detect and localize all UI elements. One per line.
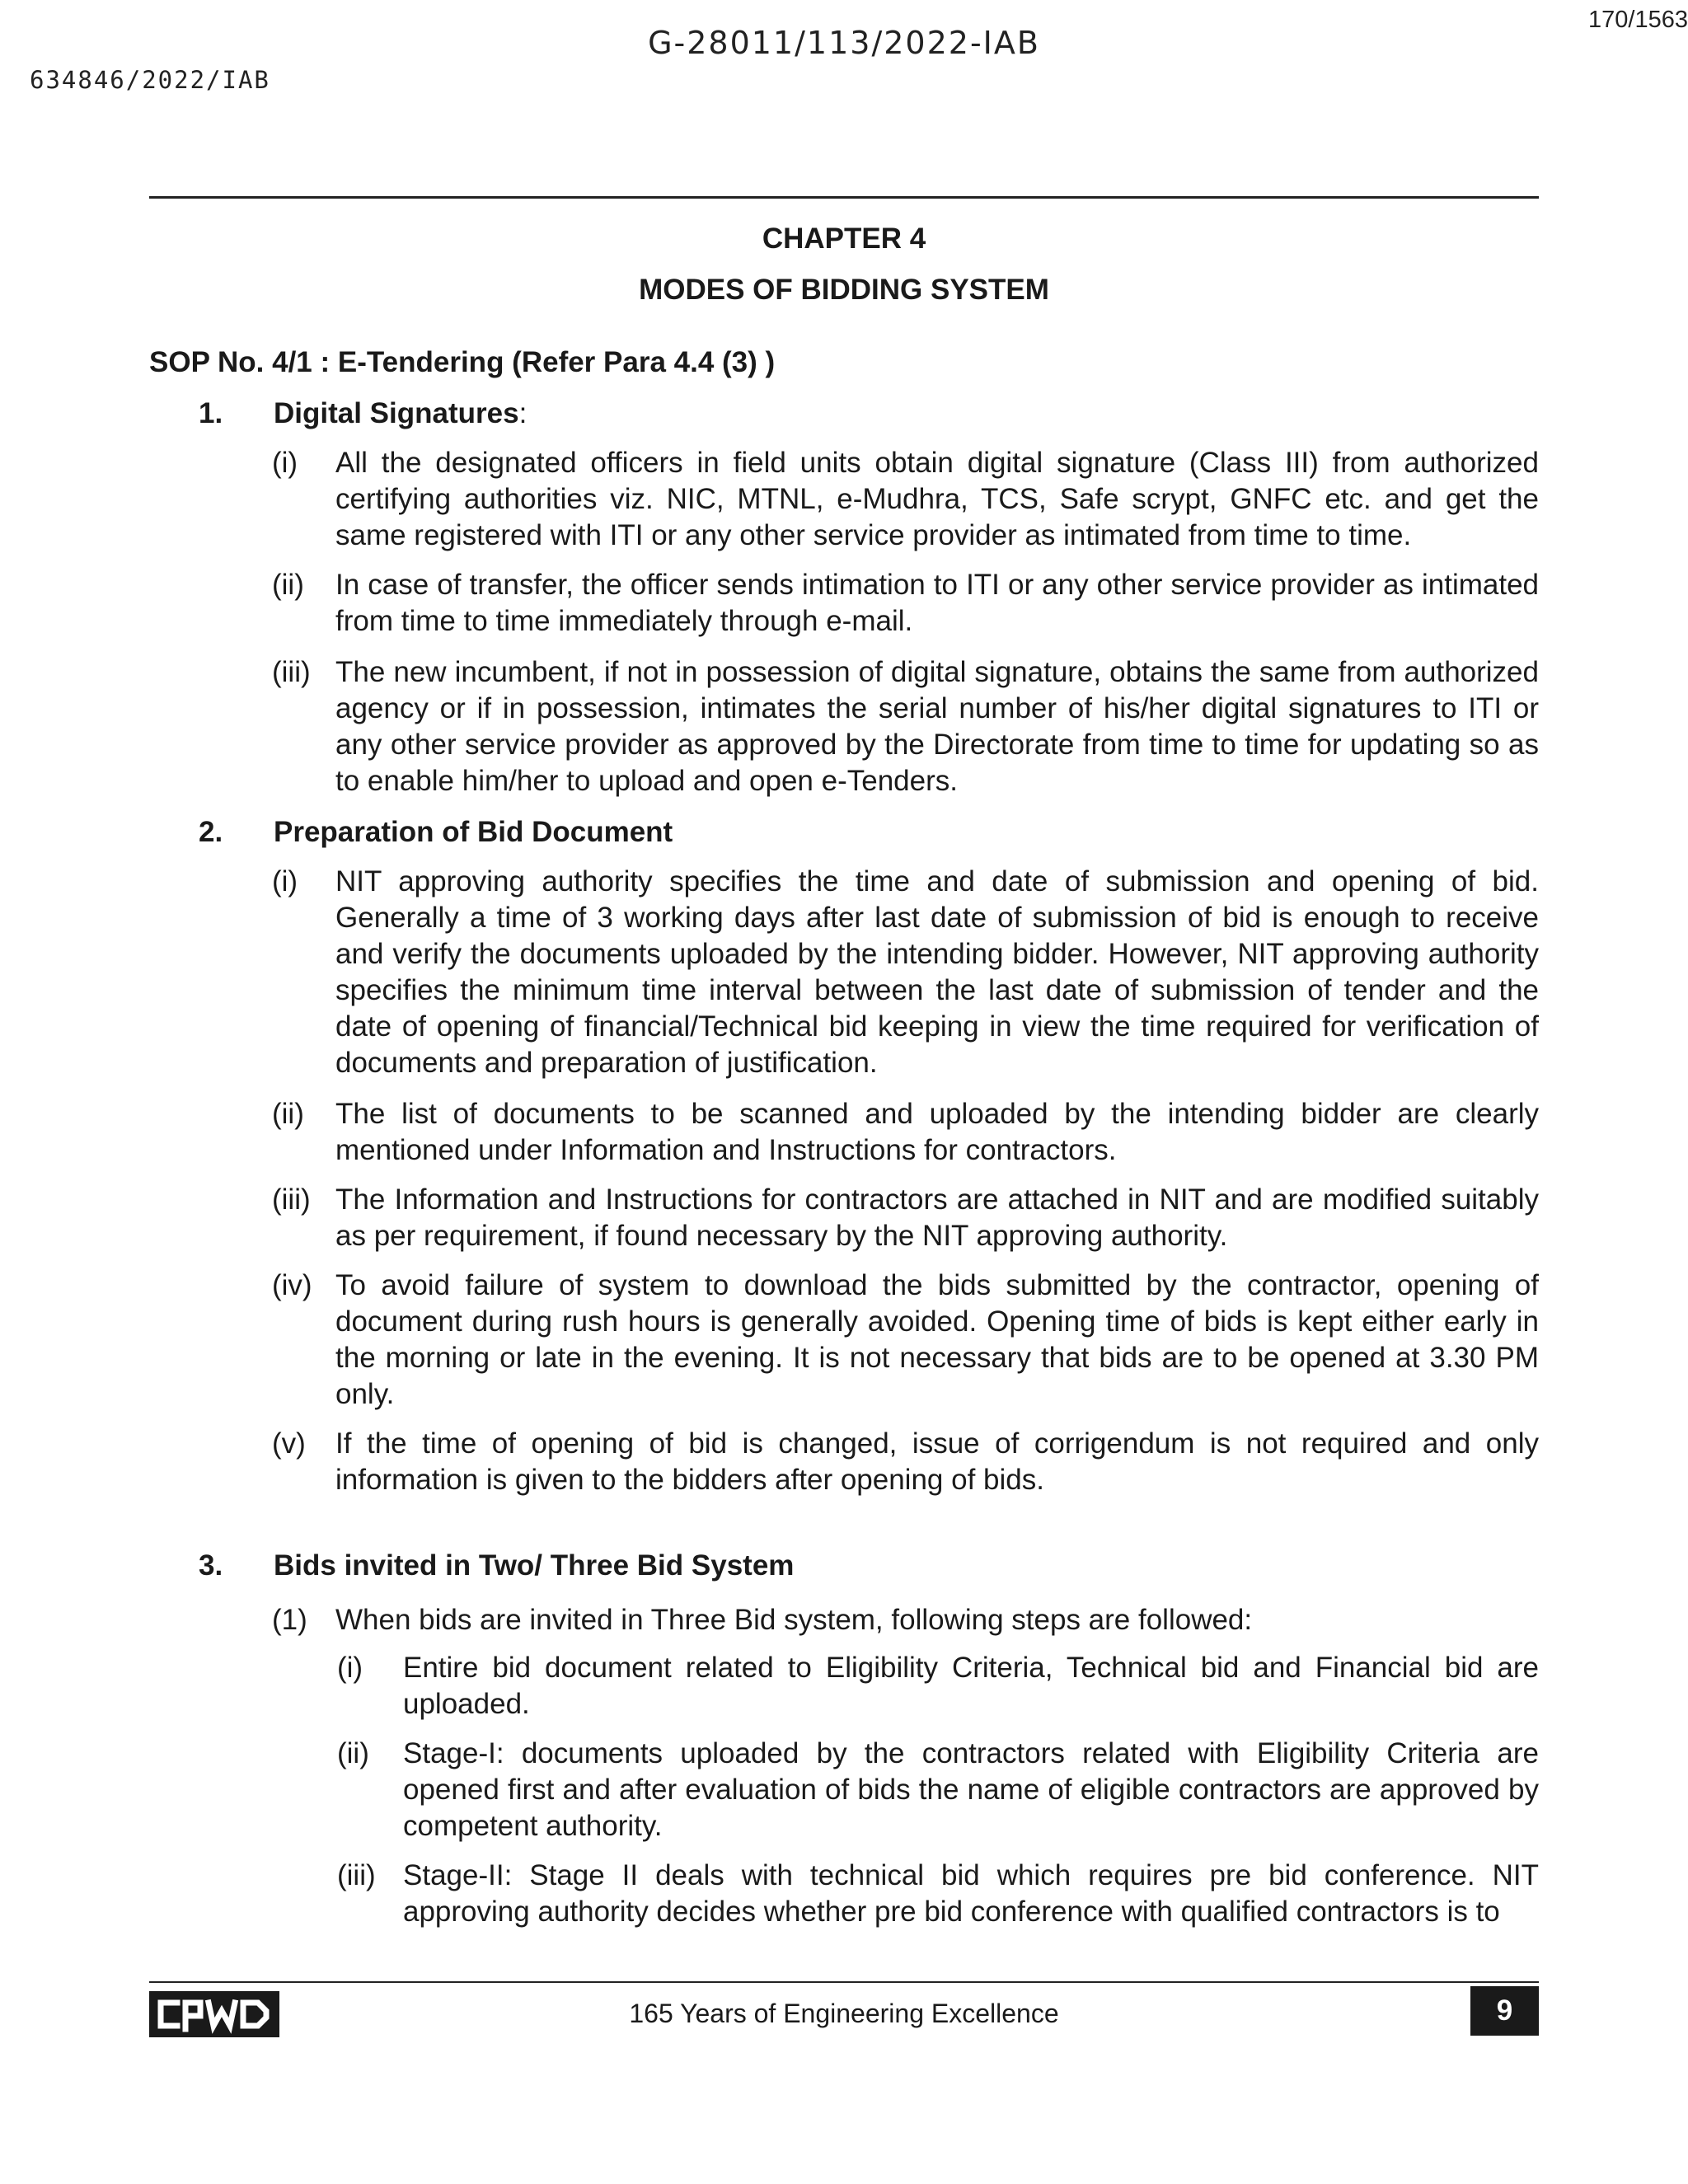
section-title: Preparation of Bid Document — [274, 816, 673, 848]
section-title: Digital Signatures — [274, 397, 519, 429]
header-rule — [149, 196, 1539, 199]
item-text: When bids are invited in Three Bid system, following steps are followed: — [335, 1604, 1253, 1636]
item-marker: (i) — [272, 447, 298, 479]
section-number: 1. — [199, 397, 223, 429]
item-marker: (ii) — [337, 1737, 369, 1769]
section-number: 2. — [199, 816, 223, 848]
item-text: Stage-I: documents uploaded by the contractors related with Eligibility Criteria are opened first and after evaluation of bids the name of eligible contractors are approved by competent authority. — [403, 1737, 1539, 1842]
section-number: 3. — [199, 1549, 223, 1582]
sop-title: SOP No. 4/1 : E-Tendering (Refer Para 4.4 (3) ) — [149, 346, 776, 378]
item-marker: (i) — [272, 865, 298, 898]
item-marker: (1) — [272, 1604, 307, 1636]
item-marker: (v) — [272, 1427, 306, 1460]
footer-tagline: 165 Years of Engineering Excellence — [629, 1999, 1059, 2028]
item-text: The Information and Instructions for contractors are attached in NIT and are modified suitably as per requirement, if found necessary by the NIT approving authority. — [335, 1183, 1539, 1252]
item-text: Entire bid document related to Eligibility Criteria, Technical bid and Financial bid are uploaded. — [403, 1652, 1539, 1720]
item-text: NIT approving authority specifies the time and date of submission and opening of bid. Generally a time of 3 working days after last date of submission of bid is enough to receive and verify the documents uploaded by the intending bidder. However, NIT approving authority specifies the minimum time interval between the last date of submission of tender and the date of opening of financial/Technical bid keeping in view the time required for verification of documents and preparation of justification. — [335, 865, 1539, 1079]
item-marker: (iii) — [272, 656, 311, 688]
chapter-title: CHAPTER 4 — [762, 223, 926, 255]
item-text: The new incumbent, if not in possession of digital signature, obtains the same from authorized agency or if in possession, intimates the serial number of his/her digital signatures to ITI or any other service provider as approved by the Directorate from time to time for updating so as to enable him/her to upload and open e-Tenders. — [335, 656, 1539, 797]
item-marker: (iii) — [272, 1183, 311, 1216]
item-text: If the time of opening of bid is changed, issue of corrigendum is not required and only information is given to the bidders after opening of bids. — [335, 1427, 1539, 1496]
section-title: Bids invited in Two/ Three Bid System — [274, 1549, 795, 1582]
item-marker: (ii) — [272, 569, 304, 601]
item-text: Stage-II: Stage II deals with technical bid which requires pre bid conference. NIT approving authority decides whether pre bid conference with qualified contractors is to — [403, 1859, 1539, 1928]
item-text: In case of transfer, the officer sends intimation to ITI or any other service provider as intimated from time to time immediately through e-mail. — [335, 569, 1539, 637]
footer-rule — [149, 1981, 1539, 1983]
item-text: All the designated officers in field units obtain digital signature (Class III) from authorized certifying authorities viz. NIC, MTNL, e-Mudhra, TCS, Safe scrypt, GNFC etc. and get the same registered with ITI or any other service provider as intimated from time to time. — [335, 447, 1539, 551]
page-counter: 170/1563 — [1588, 7, 1688, 33]
file-number: G-28011/113/2022-IAB — [648, 25, 1040, 61]
page-number: 9 — [1470, 1986, 1539, 2036]
item-marker: (ii) — [272, 1098, 304, 1130]
chapter-subtitle: MODES OF BIDDING SYSTEM — [639, 274, 1049, 306]
section-colon: : — [518, 397, 528, 429]
item-marker: (i) — [337, 1652, 363, 1684]
item-text: To avoid failure of system to download the bids submitted by the contractor, opening of document during rush hours is generally avoided. Opening time of bids is kept either early in the morning or late in the evening. It is not necessary that bids are to be opened at 3.30 PM only. — [335, 1269, 1539, 1410]
item-marker: (iv) — [272, 1269, 312, 1301]
item-text: The list of documents to be scanned and uploaded by the intending bidder are clearly mentioned under Information and Instructions for contractors. — [335, 1098, 1539, 1166]
diary-number: 634846/2022/IAB — [30, 66, 270, 94]
item-marker: (iii) — [337, 1859, 376, 1891]
